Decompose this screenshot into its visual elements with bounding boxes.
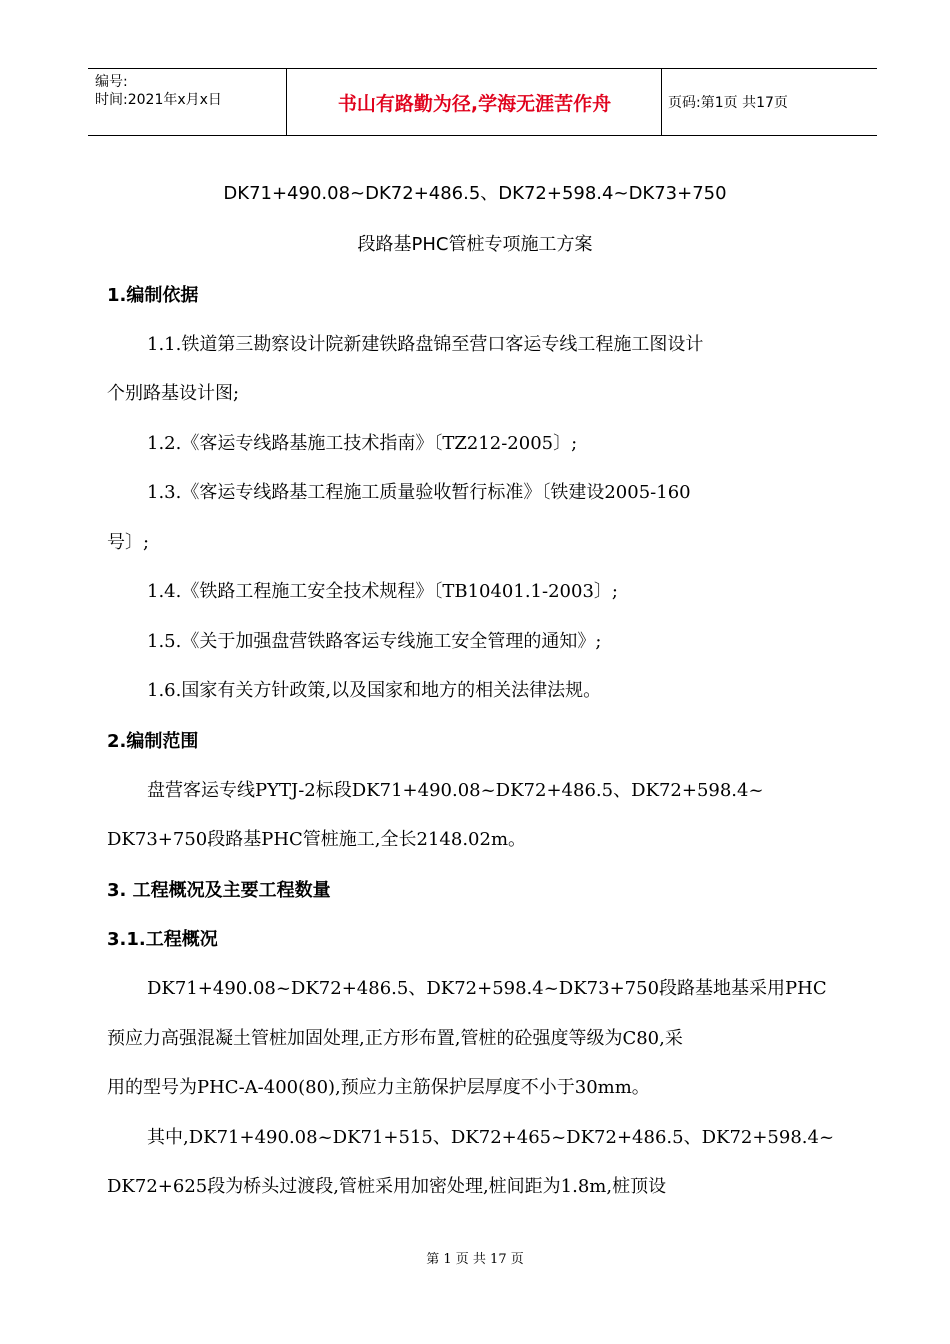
paragraph-1-2: 1.2.《客运专线路基施工技术指南》〔TZ212-2005〕; bbox=[147, 433, 578, 454]
header-motto: 书山有路勤为径,学海无涯苦作舟 bbox=[337, 92, 612, 115]
section-1-heading: 1.编制依据 bbox=[107, 285, 199, 306]
document-title-line2: 段路基PHC管桩专项施工方案 bbox=[357, 234, 593, 255]
paragraph-3-1-line3: 用的型号为PHC-A-400(80),预应力主筋保护层厚度不小于30mm。 bbox=[107, 1077, 650, 1098]
page-footer: 第 1 页 共 17 页 bbox=[426, 1252, 524, 1267]
paragraph-3-1-line2: 预应力高强混凝土管桩加固处理,正方形布置,管桩的砼强度等级为C80,采 bbox=[107, 1028, 683, 1049]
paragraph-1-3-line1: 1.3.《客运专线路基工程施工质量验收暂行标准》〔铁建设2005-160 bbox=[147, 482, 691, 503]
document-time-label: 时间:2021年x月x日 bbox=[95, 92, 222, 108]
header-page-info: 页码:第1页 共17页 bbox=[668, 95, 788, 111]
paragraph-3-1-line1: DK71+490.08~DK72+486.5、DK72+598.4~DK73+750段路基地基采用PHC bbox=[147, 978, 827, 999]
paragraph-1-1-line2: 个别路基设计图; bbox=[107, 383, 240, 404]
page-header bbox=[88, 68, 877, 136]
paragraph-1-1-line1: 1.1.铁道第三勘察设计院新建铁路盘锦至营口客运专线工程施工图设计 bbox=[147, 334, 704, 355]
section-3-heading: 3. 工程概况及主要工程数量 bbox=[107, 880, 331, 901]
document-title-line1: DK71+490.08~DK72+486.5、DK72+598.4~DK73+750 bbox=[223, 183, 727, 204]
section-3-1-heading: 3.1.工程概况 bbox=[107, 929, 218, 950]
document-number-label: 编号: bbox=[95, 74, 128, 90]
paragraph-3-2-line2: DK72+625段为桥头过渡段,管桩采用加密处理,桩间距为1.8m,桩顶设 bbox=[107, 1176, 667, 1197]
paragraph-1-5: 1.5.《关于加强盘营铁路客运专线施工安全管理的通知》; bbox=[147, 631, 602, 652]
header-meta bbox=[95, 73, 222, 109]
paragraph-1-4: 1.4.《铁路工程施工安全技术规程》〔TB10401.1-2003〕; bbox=[147, 581, 618, 602]
paragraph-2-line1: 盘营客运专线PYTJ-2标段DK71+490.08~DK72+486.5、DK72+598.4~ bbox=[147, 780, 764, 801]
section-2-heading: 2.编制范围 bbox=[107, 731, 199, 752]
header-divider-right bbox=[661, 69, 662, 135]
paragraph-2-line2: DK73+750段路基PHC管桩施工,全长2148.02m。 bbox=[107, 829, 527, 850]
paragraph-3-2-line1: 其中,DK71+490.08~DK71+515、DK72+465~DK72+486.5、DK72+598.4~ bbox=[147, 1127, 835, 1148]
paragraph-1-3-line2: 号〕; bbox=[107, 532, 150, 553]
header-divider-left bbox=[286, 69, 287, 135]
paragraph-1-6: 1.6.国家有关方针政策,以及国家和地方的相关法律法规。 bbox=[147, 680, 602, 701]
